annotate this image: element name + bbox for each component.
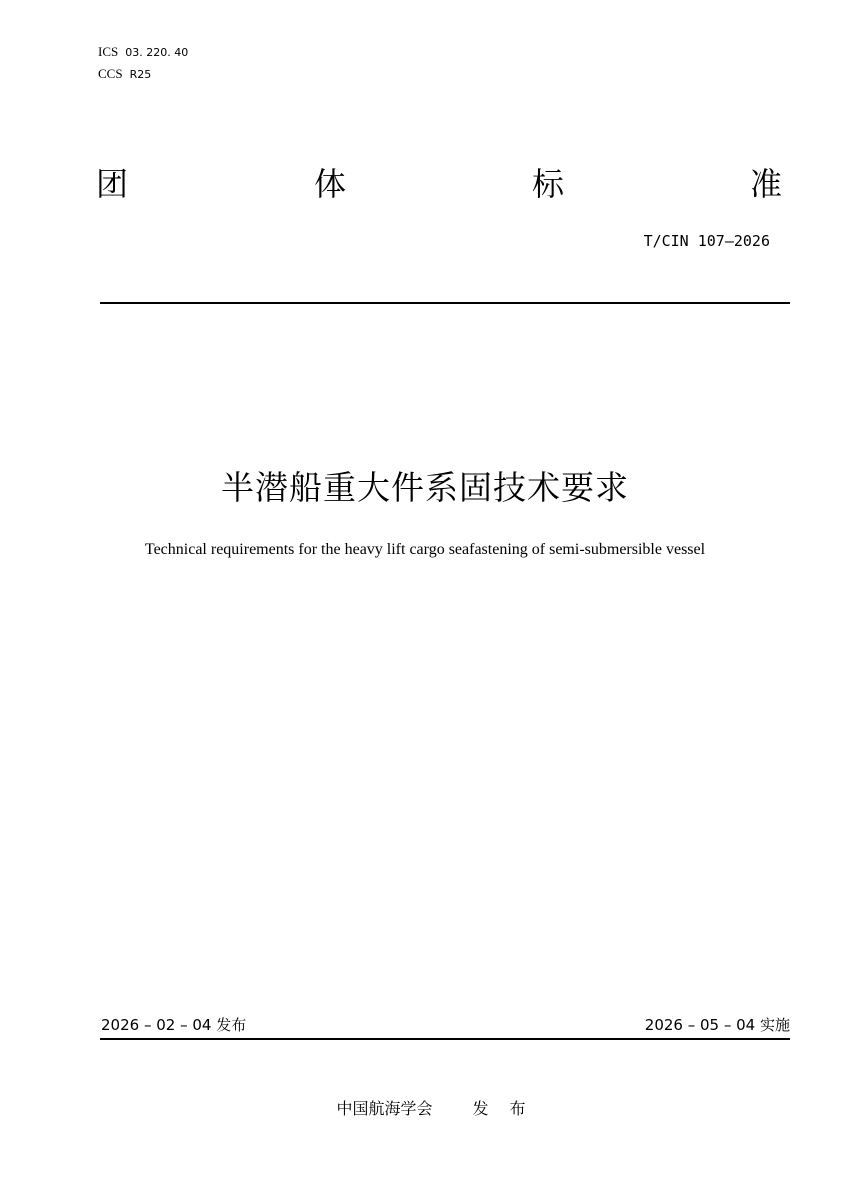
implementation-date: 2026 – 05 – 04 实施 [644, 1016, 790, 1034]
standard-type-char: 团 [96, 165, 129, 203]
standard-type-char: 准 [749, 165, 782, 203]
standard-number: T/CIN 107—2026 [643, 232, 770, 250]
ics-label: ICS [98, 44, 119, 59]
ics-code: 03. 220. 40 [125, 46, 189, 59]
ics-line [98, 41, 188, 63]
document-title-english: Technical requirements for the heavy lift cargo seafastening of semi-submersible vessel [144, 541, 706, 558]
top-divider [100, 302, 790, 304]
classification-codes [98, 41, 188, 85]
ccs-code: R25 [129, 68, 152, 81]
publisher-name: 中国航海学会 [336, 1099, 433, 1118]
standard-type-char: 体 [313, 165, 346, 203]
ccs-line [98, 63, 188, 85]
ccs-label: CCS [98, 66, 123, 81]
standard-type-char: 标 [531, 165, 564, 203]
issue-date: 2026 – 02 – 04 发布 [101, 1016, 247, 1034]
standard-type-heading [96, 160, 782, 208]
publisher-line [0, 1096, 850, 1122]
publish-action: 发 布 [472, 1099, 534, 1118]
document-title-chinese: 半潜船重大件系固技术要求 [221, 468, 629, 507]
bottom-divider [100, 1038, 790, 1040]
